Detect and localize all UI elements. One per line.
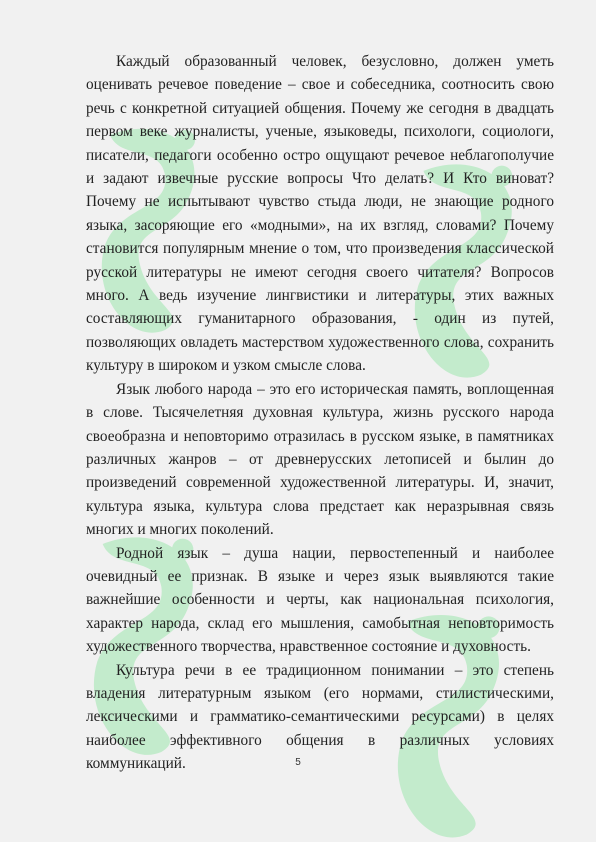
paragraph-4: Культура речи в ее традиционном понимании – это степень владения литературным языком (его нормами, стилистическими, лексическими и грамматико-семантическими ресурсами) в целях наиболее эффективного общения в различных условиях коммуникаций.: [86, 661, 554, 773]
document-body: [86, 50, 554, 776]
paragraph-2: Язык любого народа – это его историческая память, воплощенная в слове. Тысячелетняя духовная культура, жизнь русского народа своеобразна и неповторимо отразилась в русском языке, в памятниках различных жанров – от древнерусских летописей и былин до произведений современной художественной литературы. И, значит, культура языка, культура слова предстает как неразрывная связь многих и многих поколений.: [86, 380, 554, 539]
paragraph-1: Каждый образованный человек, безусловно, должен уметь оценивать речевое поведение – свое и собеседника, соотносить свою речь с конкретной ситуацией общения. Почему же сегодня в двадцать первом веке журналисты, ученые, языковеды, психологи, социологи, писатели, педагоги особенно остро ощущают речевое неблагополучие и задают извечные русские вопросы Что делать? И Кто виноват? Почему не испытывают чувство стыда люди, не знающие родного языка, засоряющие его «модными», на их взгляд, словами? Почему становится популярным мнение о том, что произведения классической русской литературы не имеют сегодня своего читателя? Вопросов много. А ведь изучение лингвистики и литературы, этих важных составляющих гуманитарного образования, - один из путей, позволяющих овладеть мастерством художественного слова, сохранить культуру в широком и узком смысле слова.: [86, 53, 554, 375]
paragraph-3: Родной язык – душа нации, первостепенный и наиболее очевидный ее признак. В языке и через язык выявляются такие важнейшие особенности и черты, как национальная психология, характер народа, склад его мышления, самобытная неповторимость художественного творчества, нравственное состояние и духовность.: [86, 544, 554, 656]
page-number: 5: [295, 757, 301, 768]
